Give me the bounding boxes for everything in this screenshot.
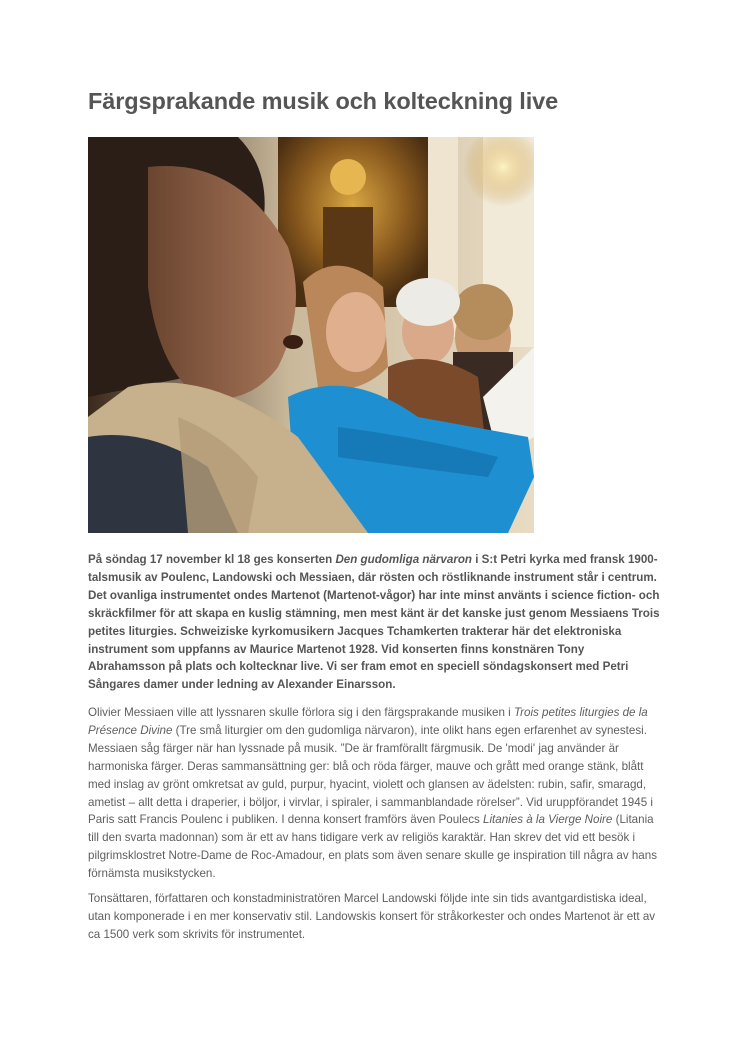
body-paragraph-landowski: Tonsättaren, författaren och konstadministratören Marcel Landowski följde inte sin tids avantgardistiska ideal, utan komponerade i en mer konservativ stil. Landowskis konsert för stråkorkester och ondes Martenot är ett av ca 1500 verk som skrivits för instrumentet. <box>88 892 656 941</box>
p1-text-3: (Litania till den svarta madonnan) som är ett av hans tidigare verk av religiös karaktär. Han skrev det vid ett besök i pilgrimsklostret Notre-Dame de Roc-Amadour, en plats som även senare skulle ge inspiration till några av hans förnämsta musikstycken. <box>88 813 658 881</box>
body-paragraph-messiaen <box>88 704 663 883</box>
lead-text-2: i S:t Petri kyrka med fransk 1900-talsmusik av Poulenc, Landowski och Messiaen, där rösten och röstliknande instrument står i centrum. Det ovanliga instrumentet ondes Martenot (Martenot-vågor) har inte minst använts i science fiction- och skräckfilmer för att skapa en kuslig stämning, men mest känt är det kanske just genom Messiaens Trois petites liturgies. Schweiziske kyrkomusikern Jacques Tchamkerten trakterar här det elektroniska instrument som uppfanns av Maurice Martenot 1928. Vid konserten finns konstnären Tony Abrahamsson på plats och koltecknar live. Vi ser fram emot en speciell söndagskonsert med Petri Sångares damer under ledning av Alexander Einarsson. <box>88 553 660 692</box>
p1-text-2: (Tre små liturgier om den gudomliga närvaron), inte olikt hans egen erfarenhet av synestesi. Messiaen såg färger när han lyssnade på musik. ”De är framförallt färgmusik. De 'modi' jag använder är harmoniska färger. Deras sammansättning ger: blå och röda färger, mauve och grått med orange stänk, blått med inslag av grönt omkretsat av guld, purpur, hyacint, violett och glansen av ädelsten: rubin, safir, smaragd, ametist – allt detta i draperier, i böljor, i virvlar, i spiraler, i sammanblandade rörelser”. Vid uruppförandet 1945 i Paris satt Francis Poulenc i publiken. I denna konsert framförs även Poulecs <box>88 723 653 827</box>
choir-photo <box>88 137 534 533</box>
page-title: Färgsprakande musik och kolteckning live <box>88 88 559 114</box>
p1-text-1: Olivier Messiaen ville att lyssnaren skulle förlora sig i den färgsprakande musiken i <box>88 706 514 719</box>
concert-title: Den gudomliga närvaron <box>335 553 473 566</box>
work-title-liturgies: Trois petites liturgies de la Présence Divine <box>88 706 648 737</box>
work-title-litanies: Litanies à la Vierge Noire <box>483 813 613 827</box>
lead-text-1: På söndag 17 november kl 18 ges konserten <box>88 553 336 566</box>
lead-paragraph <box>88 551 660 694</box>
